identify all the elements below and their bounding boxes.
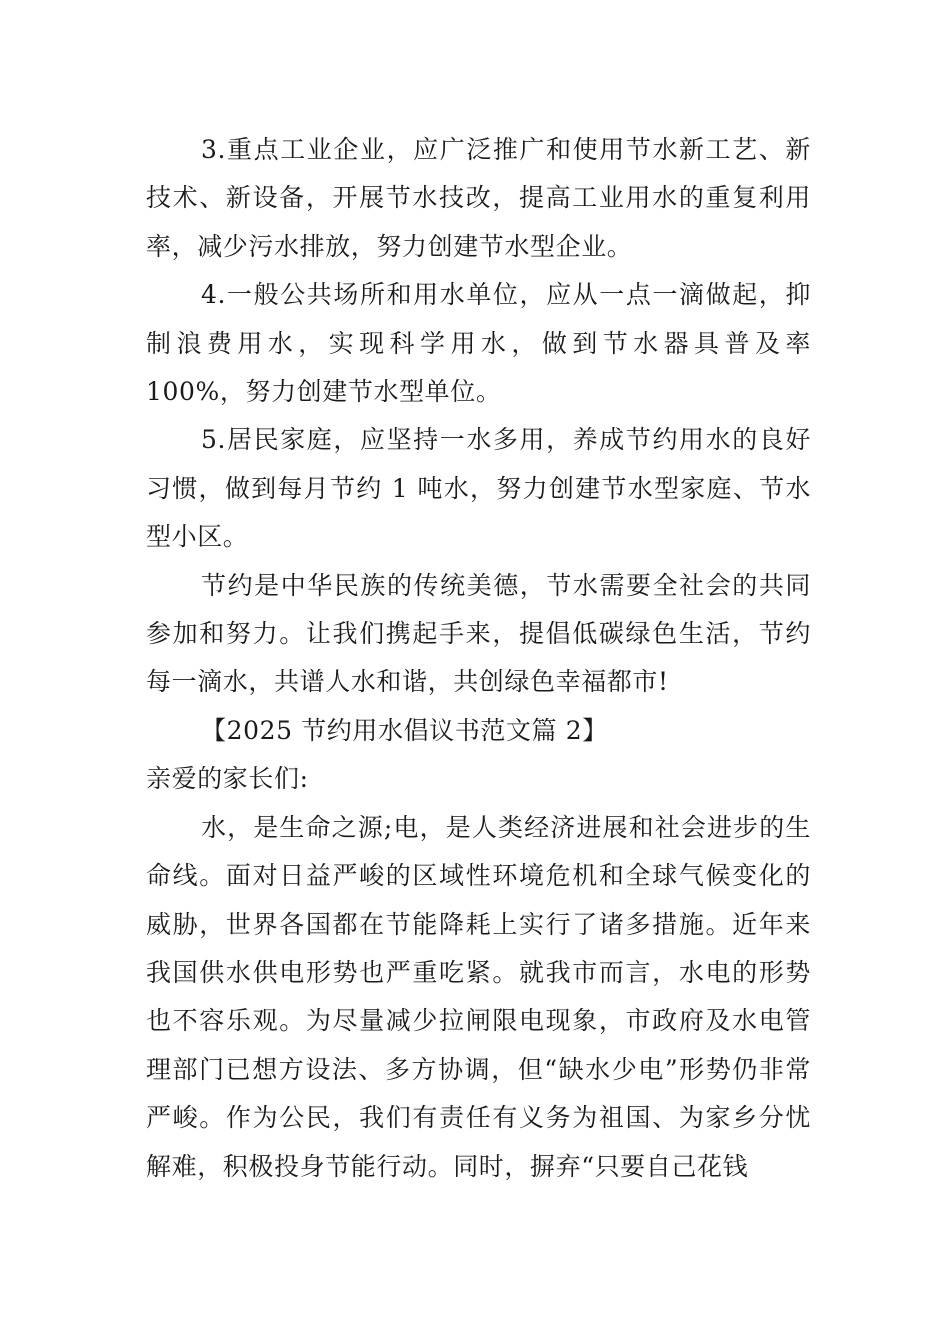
paragraph-item-4: 4.一般公共场所和用水单位，应从一点一滴做起，抑制浪费用水，实现科学用水，做到节水器具普及率 100%，努力创建节水型单位。 xyxy=(146,280,811,407)
paragraph-conclusion: 节约是中华民族的传统美德，节水需要全社会的共同参加和努力。让我们携起手来，提倡低碳绿色生活，节约每一滴水，共谱人水和谐，共创绿色幸福都市! xyxy=(146,570,811,697)
document-body xyxy=(146,126,811,1191)
section-heading: 【2025 节约用水倡议书范文篇 2】 xyxy=(201,715,608,745)
salutation: 亲爱的家长们: xyxy=(146,764,309,794)
paragraph-body: 水，是生命之源;电，是人类经济进展和社会进步的生命线。面对日益严峻的区域性环境危机和全球气候变化的威胁，世界各国都在节能降耗上实行了诸多措施。近年来我国供水供电形势也严重吃紧。就我市而言，水电的形势也不容乐观。为尽量减少拉闸限电现象，市政府及水电管理部门已想方设法、多方协调，但“缺水少电”形势仍非常严峻。作为公民，我们有责任有义务为祖国、为家乡分忧解难，积极投身节能行动。同时，摒弃“只要自己花钱 xyxy=(146,812,811,1181)
paragraph-item-3: 3.重点工业企业，应广泛推广和使用节水新工艺、新技术、新设备，开展节水技改，提高工业用水的重复利用率，减少污水排放，努力创建节水型企业。 xyxy=(146,135,811,261)
paragraph-item-5: 5.居民家庭，应坚持一水多用，养成节约用水的良好习惯，做到每月节约 1 吨水，努力创建节水型家庭、节水型小区。 xyxy=(146,425,811,552)
